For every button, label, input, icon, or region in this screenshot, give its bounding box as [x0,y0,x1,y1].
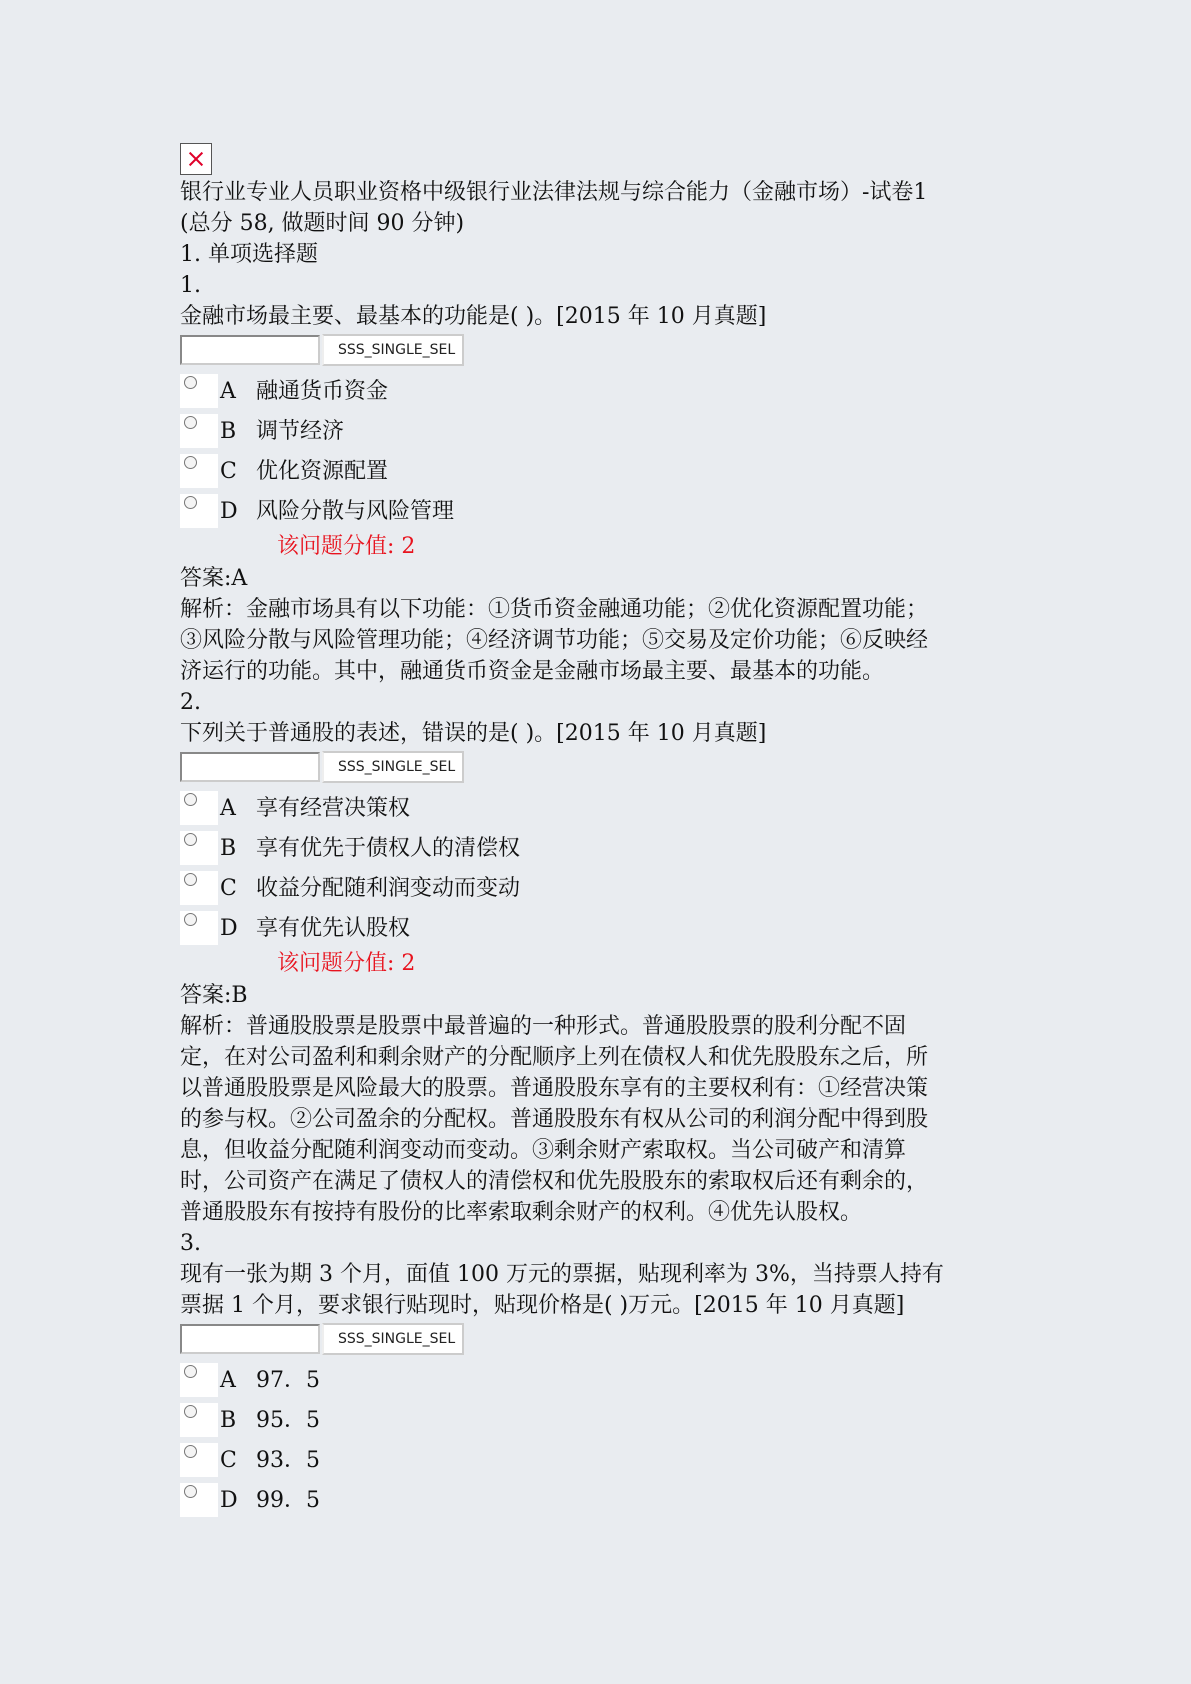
radio-button[interactable] [184,1485,197,1498]
option-text: 收益分配随利润变动而变动 [256,875,521,901]
option-text: 93．5 [256,1447,320,1473]
answer-select[interactable]: SSS_SINGLE_SEL [322,751,464,783]
option-text: 风险分散与风险管理 [256,498,455,524]
radio-box[interactable] [180,414,218,448]
answer-key: 答案:A [180,566,248,591]
analysis-line: 解析：普通股股票是股票中最普遍的一种形式。普通股股票的股利分配不固 [180,1014,907,1039]
analysis-line: 时，公司资产在满足了债权人的清偿权和优先股股东的索取权后还有剩余的， [180,1169,929,1194]
radio-button[interactable] [184,496,197,509]
question-score: 该问题分值: 2 [277,951,416,976]
radio-button[interactable] [184,1365,197,1378]
option-text: 97．5 [256,1367,320,1393]
question-number: 2. [180,690,201,715]
question-3 [180,1228,1010,1520]
radio-box[interactable] [180,494,218,528]
radio-button[interactable] [184,416,197,429]
radio-box[interactable] [180,871,218,905]
option-text: 享有优先于债权人的清偿权 [256,835,521,861]
radio-box[interactable] [180,831,218,865]
option-d[interactable] [180,491,1010,531]
analysis [180,1011,1010,1228]
question-score: 该问题分值: 2 [277,534,416,559]
answer-key: 答案:B [180,983,248,1008]
option-letter: B [220,418,237,444]
radio-box[interactable] [180,911,218,945]
option-letter: A [220,1367,236,1393]
radio-box[interactable] [180,1363,218,1397]
analysis [180,594,1010,687]
question-number: 1. [180,273,201,298]
question-text: 下列关于普通股的表述，错误的是( )。[2015 年 10 月真题] [180,721,767,746]
option-letter: D [220,1487,238,1513]
radio-button[interactable] [184,376,197,389]
question-text-line: 票据 1 个月，要求银行贴现时，贴现价格是( )万元。[2015 年 10 月真题] [180,1293,905,1318]
question-number: 3. [180,1231,201,1256]
answer-row [180,333,1010,367]
option-letter: C [220,1447,237,1473]
option-b[interactable] [180,1400,1010,1440]
option-c[interactable] [180,1440,1010,1480]
option-a[interactable] [180,788,1010,828]
radio-button[interactable] [184,873,197,886]
radio-box[interactable] [180,454,218,488]
radio-button[interactable] [184,1445,197,1458]
analysis-line: 普通股股东有按持有股份的比率索取剩余财产的权利。④优先认股权。 [180,1200,863,1225]
option-letter: A [220,795,236,821]
option-c[interactable] [180,451,1010,491]
option-letter: C [220,875,237,901]
option-d[interactable] [180,1480,1010,1520]
question-2 [180,687,1010,1228]
analysis-line: 济运行的功能。其中，融通货币资金是金融市场最主要、最基本的功能。 [180,659,885,684]
radio-box[interactable] [180,374,218,408]
question-text-line: 现有一张为期 3 个月，面值 100 万元的票据，贴现利率为 3%，当持票人持有 [180,1262,944,1287]
exam-title: 银行业专业人员职业资格中级银行业法律法规与综合能力（金融市场）-试卷1 [180,180,928,205]
answer-row [180,750,1010,784]
answer-row [180,1322,1010,1356]
exam-meta: (总分 58, 做题时间 90 分钟) [180,211,465,236]
radio-button[interactable] [184,913,197,926]
radio-box[interactable] [180,791,218,825]
radio-button[interactable] [184,833,197,846]
option-text: 享有优先认股权 [256,915,411,941]
option-text: 95．5 [256,1407,320,1433]
option-a[interactable] [180,371,1010,411]
option-letter: D [220,915,238,941]
analysis-line: 解析：金融市场具有以下功能：①货币资金融通功能；②优化资源配置功能； [180,597,929,622]
option-b[interactable] [180,411,1010,451]
answer-select[interactable]: SSS_SINGLE_SEL [322,334,464,366]
analysis-line: 以普通股股票是风险最大的股票。普通股股东享有的主要权利有：①经营决策 [180,1076,929,1101]
answer-input[interactable] [180,752,320,782]
option-b[interactable] [180,828,1010,868]
option-d[interactable] [180,908,1010,948]
radio-box[interactable] [180,1403,218,1437]
answer-input[interactable] [180,1324,320,1354]
section-heading: 1. 单项选择题 [180,242,318,267]
option-text: 享有经营决策权 [256,795,411,821]
option-letter: B [220,1407,237,1433]
question-1 [180,270,1010,687]
option-letter: A [220,378,236,404]
option-letter: B [220,835,237,861]
broken-image-icon [180,143,212,175]
analysis-line: 定，在对公司盈利和剩余财产的分配顺序上列在债权人和优先股股东之后，所 [180,1045,929,1070]
answer-input[interactable] [180,335,320,365]
option-text: 融通货币资金 [256,378,389,404]
analysis-line: 息，但收益分配随利润变动而变动。③剩余财产索取权。当公司破产和清算 [180,1138,907,1163]
option-a[interactable] [180,1360,1010,1400]
radio-box[interactable] [180,1443,218,1477]
option-text: 99．5 [256,1487,320,1513]
option-text: 调节经济 [256,418,345,444]
radio-button[interactable] [184,793,197,806]
analysis-line: 的参与权。②公司盈余的分配权。普通股股东有权从公司的利润分配中得到股 [180,1107,929,1132]
radio-button[interactable] [184,1405,197,1418]
radio-button[interactable] [184,456,197,469]
exam-page [180,143,1010,1520]
answer-select[interactable]: SSS_SINGLE_SEL [322,1323,464,1355]
question-text: 金融市场最主要、最基本的功能是( )。[2015 年 10 月真题] [180,304,767,329]
option-letter: C [220,458,237,484]
option-letter: D [220,498,238,524]
option-text: 优化资源配置 [256,458,389,484]
option-c[interactable] [180,868,1010,908]
analysis-line: ③风险分散与风险管理功能；④经济调节功能；⑤交易及定价功能；⑥反映经 [180,628,929,653]
radio-box[interactable] [180,1483,218,1517]
